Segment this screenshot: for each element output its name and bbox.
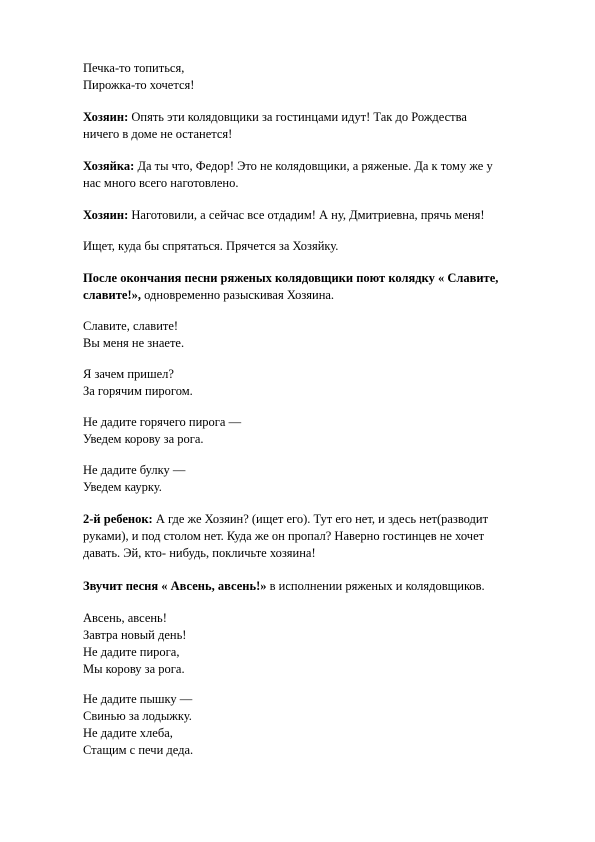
dialogue-line	[83, 109, 543, 126]
verse-pyshka	[83, 691, 543, 759]
dialogue-line	[83, 158, 543, 175]
speaker-label: Хозяин:	[83, 208, 129, 222]
dialogue-child-2	[83, 511, 543, 562]
verse-line: Не дадите горячего пирога —	[83, 415, 242, 429]
verse-line: Пирожка-то хочется!	[83, 78, 195, 92]
dialogue-line: нас много всего наготовлено.	[83, 176, 239, 190]
verse-slavite	[83, 318, 543, 352]
song-intro-line: Звучит песня « Авсень, авсень!» в исполнении ряженых и колядовщиков.	[83, 579, 485, 593]
verse-pechka	[83, 60, 543, 94]
verse-line: Я зачем пришел?	[83, 367, 174, 381]
verse-line: Не дадите булку —	[83, 463, 186, 477]
verse-line: Уведем каурку.	[83, 480, 162, 494]
dialogue-line	[83, 511, 543, 528]
dialogue-khozyain-2	[83, 207, 543, 224]
dialogue-line: ничего в доме не останется!	[83, 127, 233, 141]
verse-line: Не дадите пышку —	[83, 692, 193, 706]
verse-line: Стащим с печи деда.	[83, 743, 194, 757]
verse-line: Вы меня не знаете.	[83, 336, 185, 350]
speaker-label: 2-й ребенок:	[83, 512, 153, 526]
verse-line: Славите, славите!	[83, 319, 179, 333]
stage-direction-line: После окончания песни ряженых колядовщики поют колядку « Славите,	[83, 271, 499, 285]
dialogue-line	[83, 207, 543, 224]
speaker-label: Хозяйка:	[83, 159, 135, 173]
verse-line: Свинью за лодыжку.	[83, 709, 192, 723]
verse-zachem	[83, 366, 543, 400]
stage-direction-line: Ищет, куда бы спрятаться. Прячется за Хозяйку.	[83, 239, 339, 253]
stage-direction-line: славите!», одновременно разыскивая Хозяина.	[83, 288, 335, 302]
verse-line: Печка-то топиться,	[83, 61, 185, 75]
verse-pirog	[83, 414, 543, 448]
dialogue-line: руками), и под столом нет. Куда же он пропал? Наверно гостинцев не хочет	[83, 529, 485, 543]
verse-line: Авсень, авсень!	[83, 611, 167, 625]
verse-line: Завтра новый день!	[83, 628, 187, 642]
dialogue-khozyain-1	[83, 109, 543, 143]
verse-line: Мы корову за рога.	[83, 662, 185, 676]
verse-line: Не дадите пирога,	[83, 645, 180, 659]
dialogue-khozyaika	[83, 158, 543, 192]
stage-direction-bold	[83, 270, 543, 304]
dialogue-text: А где же Хозяин? (ищет его). Тут его нет, и здесь нет(разводит	[155, 512, 489, 526]
verse-avsen	[83, 610, 543, 678]
song-intro	[83, 578, 543, 595]
dialogue-text: Наготовили, а сейчас все отдадим! А ну, Дмитриевна, прячь меня!	[131, 208, 485, 222]
stage-direction	[83, 238, 543, 255]
dialogue-text: Опять эти колядовщики за гостинцами идут! Так до Рождества	[131, 110, 467, 124]
verse-line: Не дадите хлеба,	[83, 726, 173, 740]
verse-line: Уведем корову за рога.	[83, 432, 204, 446]
verse-line: За горячим пирогом.	[83, 384, 193, 398]
dialogue-text: Да ты что, Федор! Это не колядовщики, а ряженые. Да к тому же у	[137, 159, 493, 173]
dialogue-line: давать. Эй, кто- нибудь, покличьте хозяина!	[83, 546, 316, 560]
verse-bulka	[83, 462, 543, 496]
speaker-label: Хозяин:	[83, 110, 129, 124]
